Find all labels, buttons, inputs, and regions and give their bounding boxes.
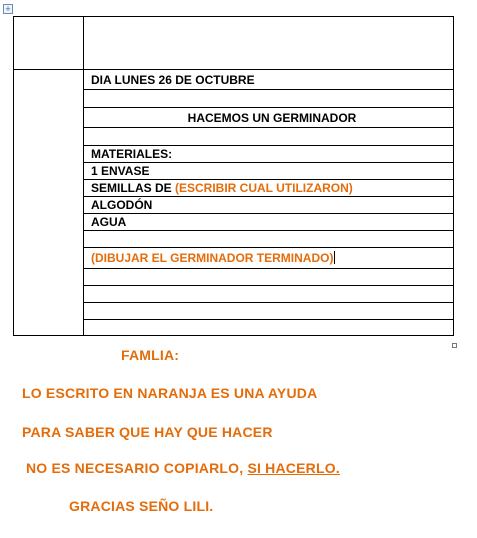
date-cell[interactable]: DIA LUNES 26 DE OCTUBRE bbox=[84, 70, 454, 90]
note-signature: GRACIAS SEÑO LILI. bbox=[69, 498, 214, 514]
blank-cell[interactable] bbox=[84, 303, 454, 320]
table-resize-handle-icon[interactable] bbox=[452, 343, 457, 348]
blank-cell[interactable] bbox=[84, 128, 454, 146]
note-copy-plain: NO ES NECESARIO COPIARLO, bbox=[26, 460, 248, 476]
blank-cell[interactable] bbox=[84, 231, 454, 248]
blank-cell[interactable] bbox=[84, 269, 454, 286]
seeds-cell[interactable] bbox=[84, 180, 454, 197]
table-move-handle-icon[interactable]: + bbox=[3, 4, 13, 14]
material-item-cell[interactable]: ALGODÓN bbox=[84, 197, 454, 214]
lesson-table bbox=[13, 16, 454, 336]
blank-cell[interactable] bbox=[84, 286, 454, 303]
note-line-purpose: PARA SABER QUE HAY QUE HACER bbox=[22, 424, 273, 440]
drawing-hint: (DIBUJAR EL GERMINADOR TERMINADO) bbox=[91, 251, 334, 265]
text-cursor bbox=[334, 251, 335, 264]
header-cell[interactable] bbox=[84, 17, 454, 70]
left-cell-body bbox=[14, 70, 84, 336]
left-cell-top bbox=[14, 17, 84, 70]
note-line-help: LO ESCRITO EN NARANJA ES UNA AYUDA bbox=[22, 385, 318, 401]
blank-cell[interactable] bbox=[84, 90, 454, 108]
table-row bbox=[14, 17, 454, 70]
note-line-copy bbox=[26, 460, 340, 476]
table-row bbox=[14, 70, 454, 90]
materials-heading-cell[interactable]: MATERIALES: bbox=[84, 146, 454, 163]
note-greeting: FAMLIA: bbox=[121, 347, 180, 363]
seeds-label: SEMILLAS DE bbox=[91, 181, 176, 195]
note-copy-underlined: SI HACERLO. bbox=[247, 460, 340, 476]
seeds-hint: (ESCRIBIR CUAL UTILIZARON) bbox=[175, 181, 353, 195]
material-item-cell[interactable]: AGUA bbox=[84, 214, 454, 231]
drawing-instruction-cell[interactable] bbox=[84, 248, 454, 269]
title-cell[interactable]: HACEMOS UN GERMINADOR bbox=[84, 108, 454, 128]
blank-cell[interactable] bbox=[84, 320, 454, 336]
material-item-cell[interactable]: 1 ENVASE bbox=[84, 163, 454, 180]
